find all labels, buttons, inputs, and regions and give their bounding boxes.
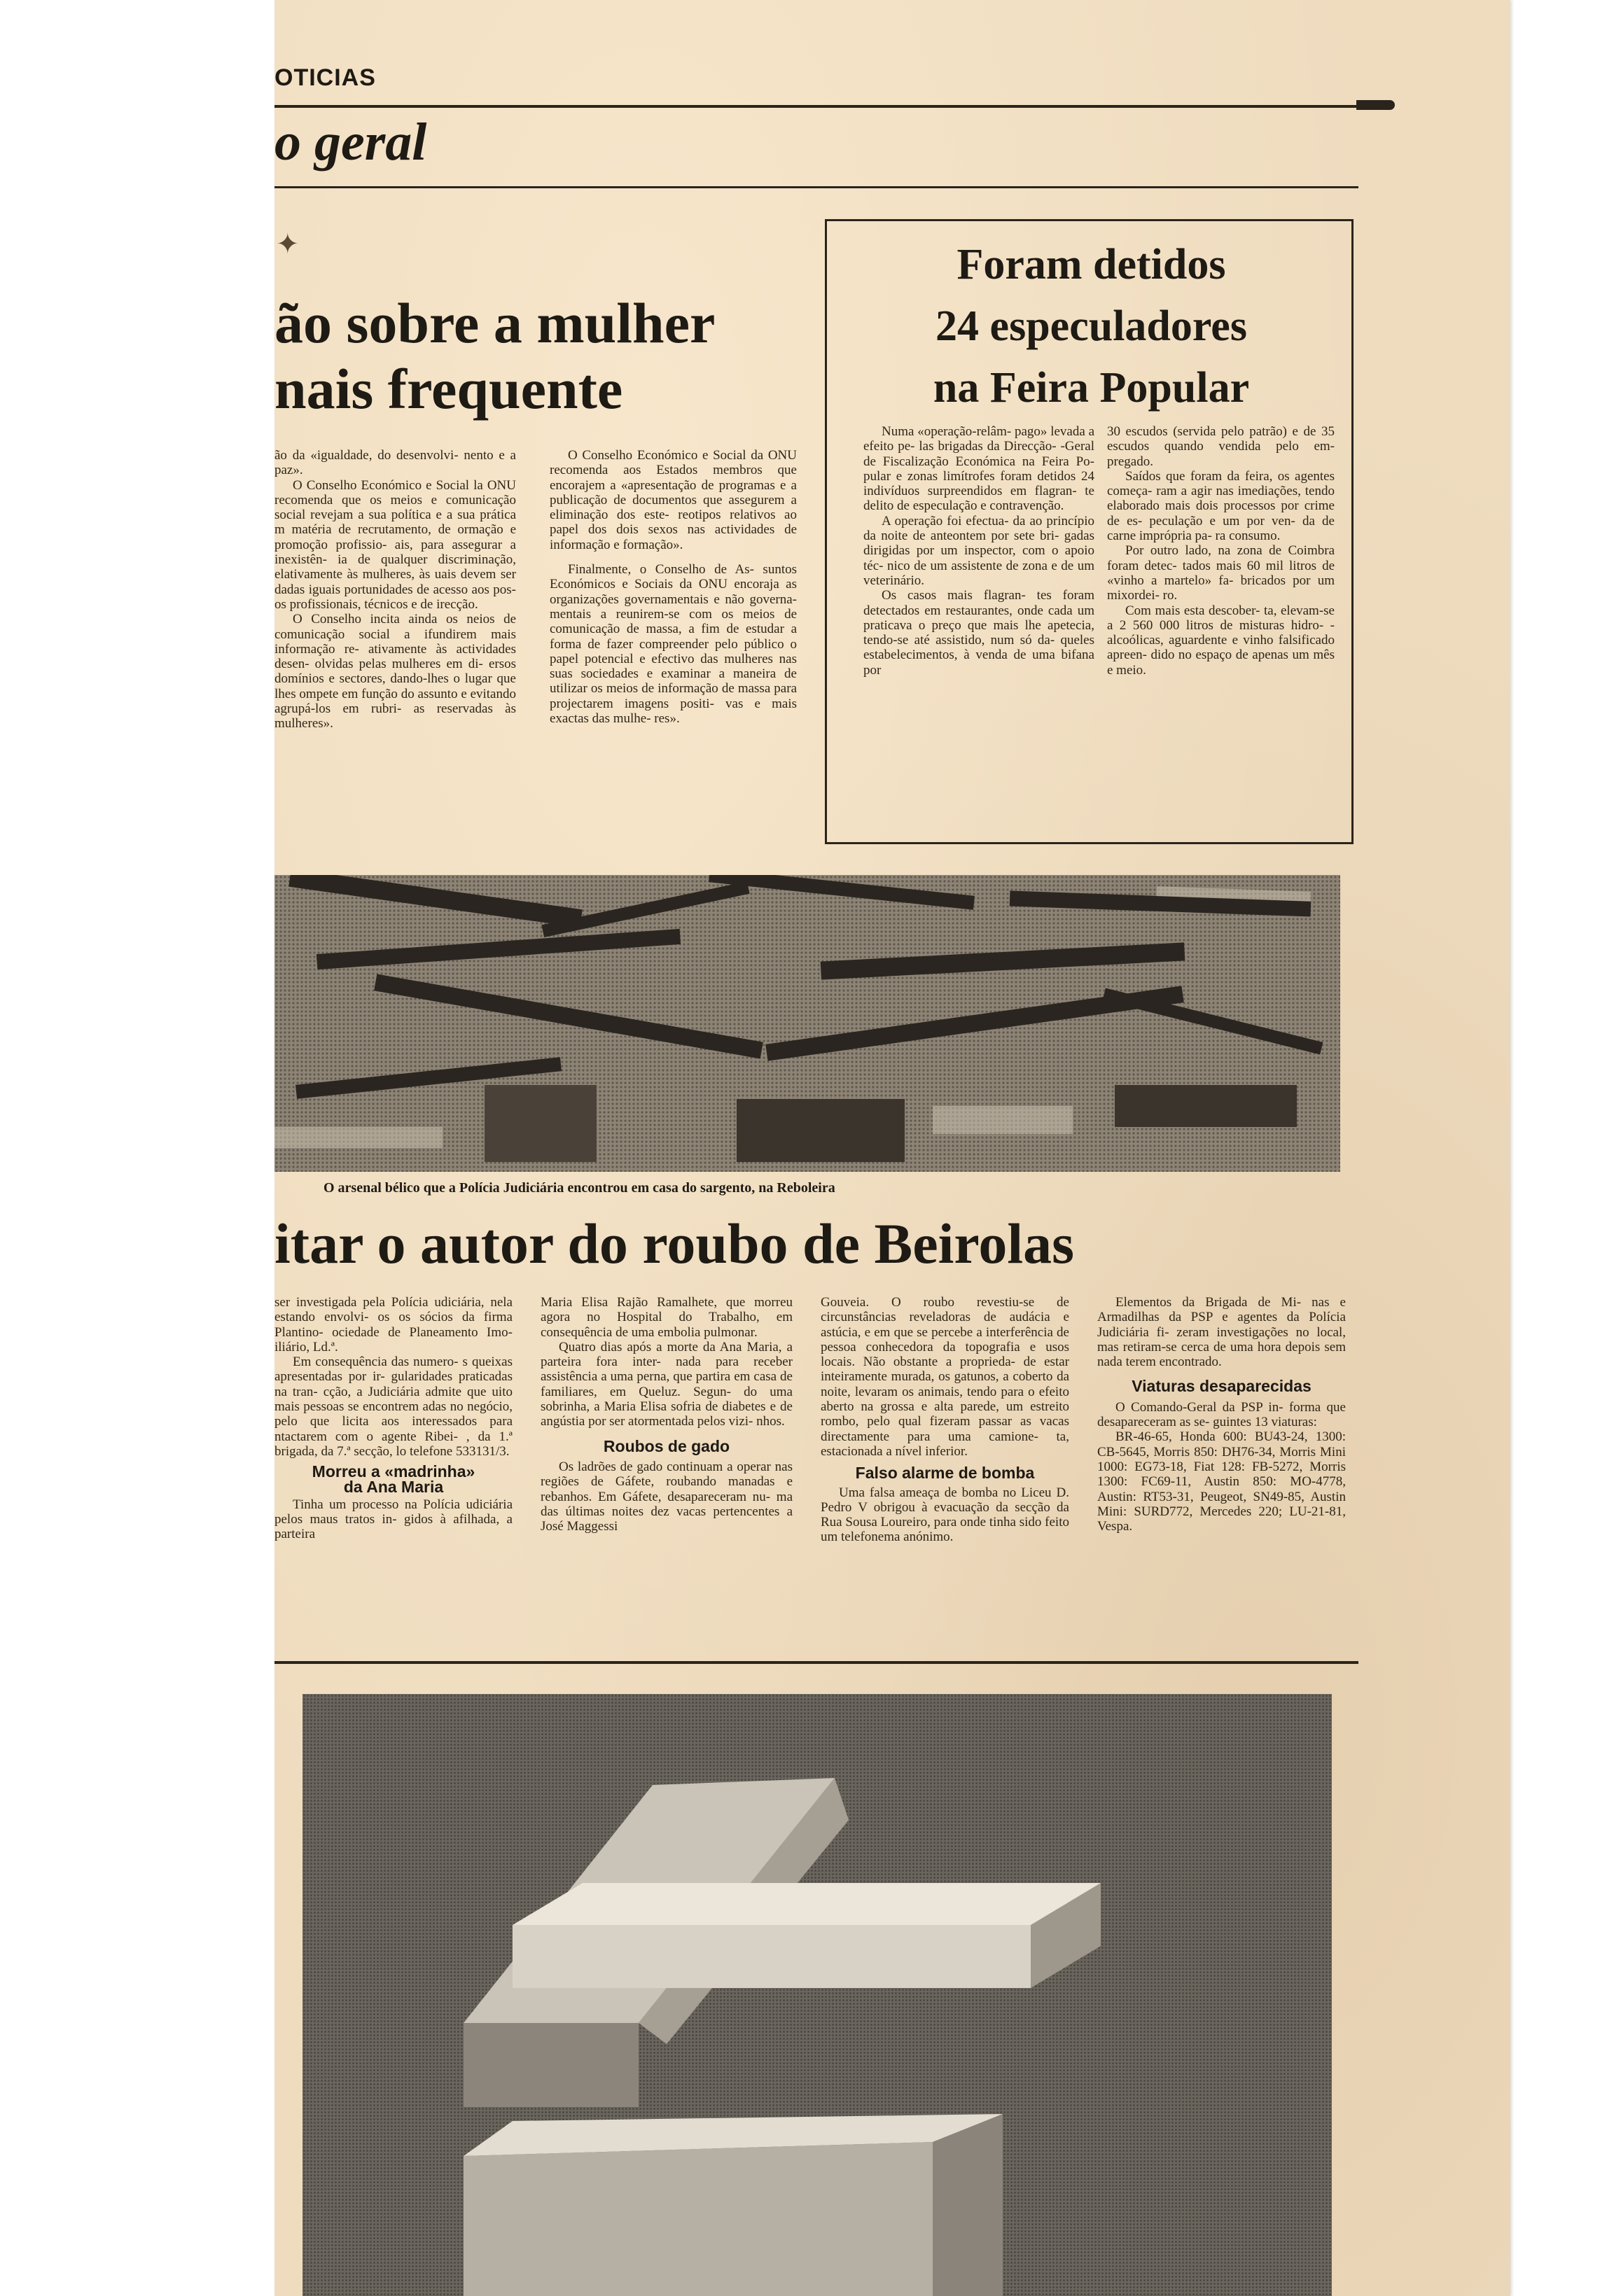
beirolas-column-4 [1097,1295,1346,1534]
arsenal-photo [274,875,1340,1172]
subhead-roubos-gado: Roubos de gado [603,1436,730,1455]
weapons-image [274,875,1340,1172]
paragraph: ser investigada pela Polícia udiciária, nela estando envolvi- os os sócios da firma Plantino- ociedade de Planeamento Imo- iliário, Ld.ª. [274,1295,513,1354]
vehicle-list: BR-46-65, Honda 600: BU43-24, 1300: CB-5645, Morris 850: DH76-34, Morris Mini 1000: EG73-18, Fiat 128: FB-5272, Morris 1300: FC69-11, Austin 850: MO-4778, Austin: RT53-31, Peugeot, SN49-85, Austin Mini: SURD772, Mercedes 220; LU-21-81, Vespa. [1097,1429,1346,1534]
paragraph: O Conselho incita ainda os neios de comunicação social a ifundirem mais informação re- ativamente às actividades desen- olvidas pelas mulheres em di- ersos domínios e sectores, dando-lhes o lugar que lhes ompete em função do assunto e evitando agrupá-los em rubri- as reservadas às mulheres». [274,612,516,732]
subhead-line: da Ana Maria [343,1477,444,1496]
headline-feira [827,234,1356,419]
masthead: OTICIAS [274,64,376,91]
subhead-line: Morreu a «madrinha» [312,1462,475,1481]
top-rule [274,105,1363,108]
photo-caption: O arsenal bélico que a Polícia Judiciária encontrou em casa do sargento, na Reboleira [323,1180,835,1196]
subhead-falso-alarme: Falso alarme de bomba [855,1464,1035,1483]
paragraph: A operação foi efectua- da ao princípio da noite de anteontem por sete bri- gadas dirigidas por um inspector, com o apoio téc- nico de um assistente de zona e de um veterinário. [863,513,1094,588]
ink-smudge: ✦ [276,228,300,260]
paragraph: Os casos mais flagran- tes foram detectados em restaurantes, onde cada um praticava o preço que mais lhe apetecia, tendo-se até assistido, num só da- queles estabelecimentos, à venda de uma bifana por [863,588,1094,678]
paragraph: Com mais esta descober- ta, elevam-se a 2 560 000 litros de misturas hidro- -alcoólicas, aguardente e vinho falsificado apreen- dido no espaço de apenas um mês e meio. [1107,603,1335,678]
section-title: o geral [274,113,427,172]
feira-column-2 [1107,424,1335,678]
headline-mulher-line1: ão sobre a mulher [274,291,716,355]
section-rule [274,186,1358,188]
paragraph: Finalmente, o Conselho de As- suntos Económicos e Sociais da ONU encoraja as organizações governamentais e não governa- mentais a reunirem-se com os meios de comunicação de massa, a fim de estudar a forma de fazer compreender pelo público o papel potencial e efectivo das mulheres nas suas sociedades e examinar a maneira de utilizar os meios de informação de massa para projectarem imagens positi- vas e mais exactas das mulhe- res». [550,562,797,727]
headline-feira-line2: 24 especuladores [935,302,1247,350]
paragraph: Os ladrões de gado continuam a operar nas regiões de Gáfete, roubando manadas e rebanhos. Em Gáfete, desapareceram nu- ma das últimas noites dez vacas pertencentes a José Maggessi [541,1459,793,1534]
paragraph: Maria Elisa Rajão Ramalhete, que morreu agora no Hospital do Trabalho, em consequência de uma embolia pulmonar. [541,1295,793,1340]
newspaper-clipping [274,0,1510,2296]
paragraph: O Conselho Económico e Social la ONU recomenda que os meios e comunicação social revejam a sua política e a sua prática m matéria de recrutamento, de ormação e promoção profissio- ais, para assegurar a inexistên- ia de qualquer discriminação, elativamente às mulheres, às uais devem ser dadas iguais portunidades de acesso aos pos- os profissionais, técnicos e de irecção. [274,477,516,612]
headline-feira-line3: na Feira Popular [933,364,1250,412]
beirolas-column-3 [821,1295,1069,1545]
beirolas-column-2 [541,1295,793,1534]
paragraph: Saídos que foram da feira, os agentes começa- ram a agir nas imediações, tendo elaborado mais dois processos por crime de es- peculação e um por ven- da de carne imprópria pa- ra consumo. [1107,468,1335,544]
advertisement-image [302,1694,1332,2296]
paragraph: Por outro lado, na zona de Coimbra foram detec- tados mais 60 mil litros de «vinho a martelo» fa- bricados por um mixordei- ro. [1107,543,1335,603]
headline-feira-line1: Foram detidos [956,241,1226,288]
bottom-rule [274,1661,1358,1664]
geometric-shape-graphic [302,1694,1332,2296]
paragraph: O Conselho Económico e Social da ONU recomenda aos Estados membros que encorajem a «apresentação de programas e a publicação de documentos que assegurem a eliminação dos este- reotipos relativos ao papel dos dois sexos nas actividades de informação e formação». [550,448,797,552]
feira-column-1 [863,424,1094,678]
paragraph: Em consequência das numero- s queixas apresentadas por ir- gularidades praticadas na tran- cção, a Judiciária admite que uito mais pessoas se encontrem adas no negócio, pelo que licita aos interessados para ntactarem com o agente Ribei- , da 1.ª brigada, da 7.ª secção, lo telefone 533131/3. [274,1354,513,1459]
mulher-column-1 [274,448,516,732]
paragraph: ão da «igualdade, do desenvolvi- nento e a paz». [274,448,516,478]
paragraph: 30 escudos (servida pelo patrão) e de 35 escudos quando vendida pelo em- pregado. [1107,424,1335,469]
headline-mulher [274,290,715,422]
paragraph: Numa «operação-relâm- pago» levada a efeito pe- las brigadas da Direcção- -Geral de Fiscalização Económica na Feira Po- pular e zonas limítrofes foram detidos 24 indivíduos surpreendidos em flagran- te delito de especulação e contravenção. [863,424,1094,514]
subhead-madrinha [274,1464,513,1494]
subhead-viaturas: Viaturas desaparecidas [1132,1377,1312,1396]
paragraph: Elementos da Brigada de Mi- nas e Armadilhas da PSP e agentes da Polícia Judiciária fi- zeram investigações no local, mas retiram-se cerca de uma hora depois sem nada terem encontrado. [1097,1295,1346,1370]
paragraph: O Comando-Geral da PSP in- forma que desapareceram as se- guintes 13 viaturas: [1097,1399,1346,1430]
paragraph: Gouveia. O roubo revestiu-se de circunstâncias reveladoras de audácia e astúcia, e em que se percebe a interferência de pessoa conhecedora da topografia e usos locais. Não obstante a proprieda- de estar inteiramente murada, os gatunos, a coberto da noite, levaram os animais, tendo para o efeito aberto na grossa e alta parede, um estreito rombo, pelo qual fizeram passar as vacas directamente para uma camione- ta, estacionada a nível inferior. [821,1295,1069,1459]
mulher-column-2 [550,448,797,726]
paragraph: Tinha um processo na Polícia udiciária pelos maus tratos in- gidos à afilhada, a parteira [274,1497,513,1542]
paragraph: Uma falsa ameaça de bomba no Liceu D. Pedro V obrigou à evacuação da secção da Rua Sousa Loureiro, para onde tinha sido feito um telefonema anónimo. [821,1485,1069,1545]
paragraph: Quatro dias após a morte da Ana Maria, a parteira fora inter- nada para receber assistência a uma perna, que partira em casa de familiares, em Queluz. Segun- do uma sobrinha, a Maria Elisa sofria de diabetes e de angústia por ser atormentada pelos vizi- nhos. [541,1339,793,1429]
feira-popular-box [825,219,1354,844]
headline-beirolas: itar o autor do roubo de Beirolas [274,1212,1075,1275]
headline-mulher-line2: nais frequente [274,357,623,421]
top-rule-end [1356,100,1395,110]
beirolas-column-1 [274,1295,513,1542]
